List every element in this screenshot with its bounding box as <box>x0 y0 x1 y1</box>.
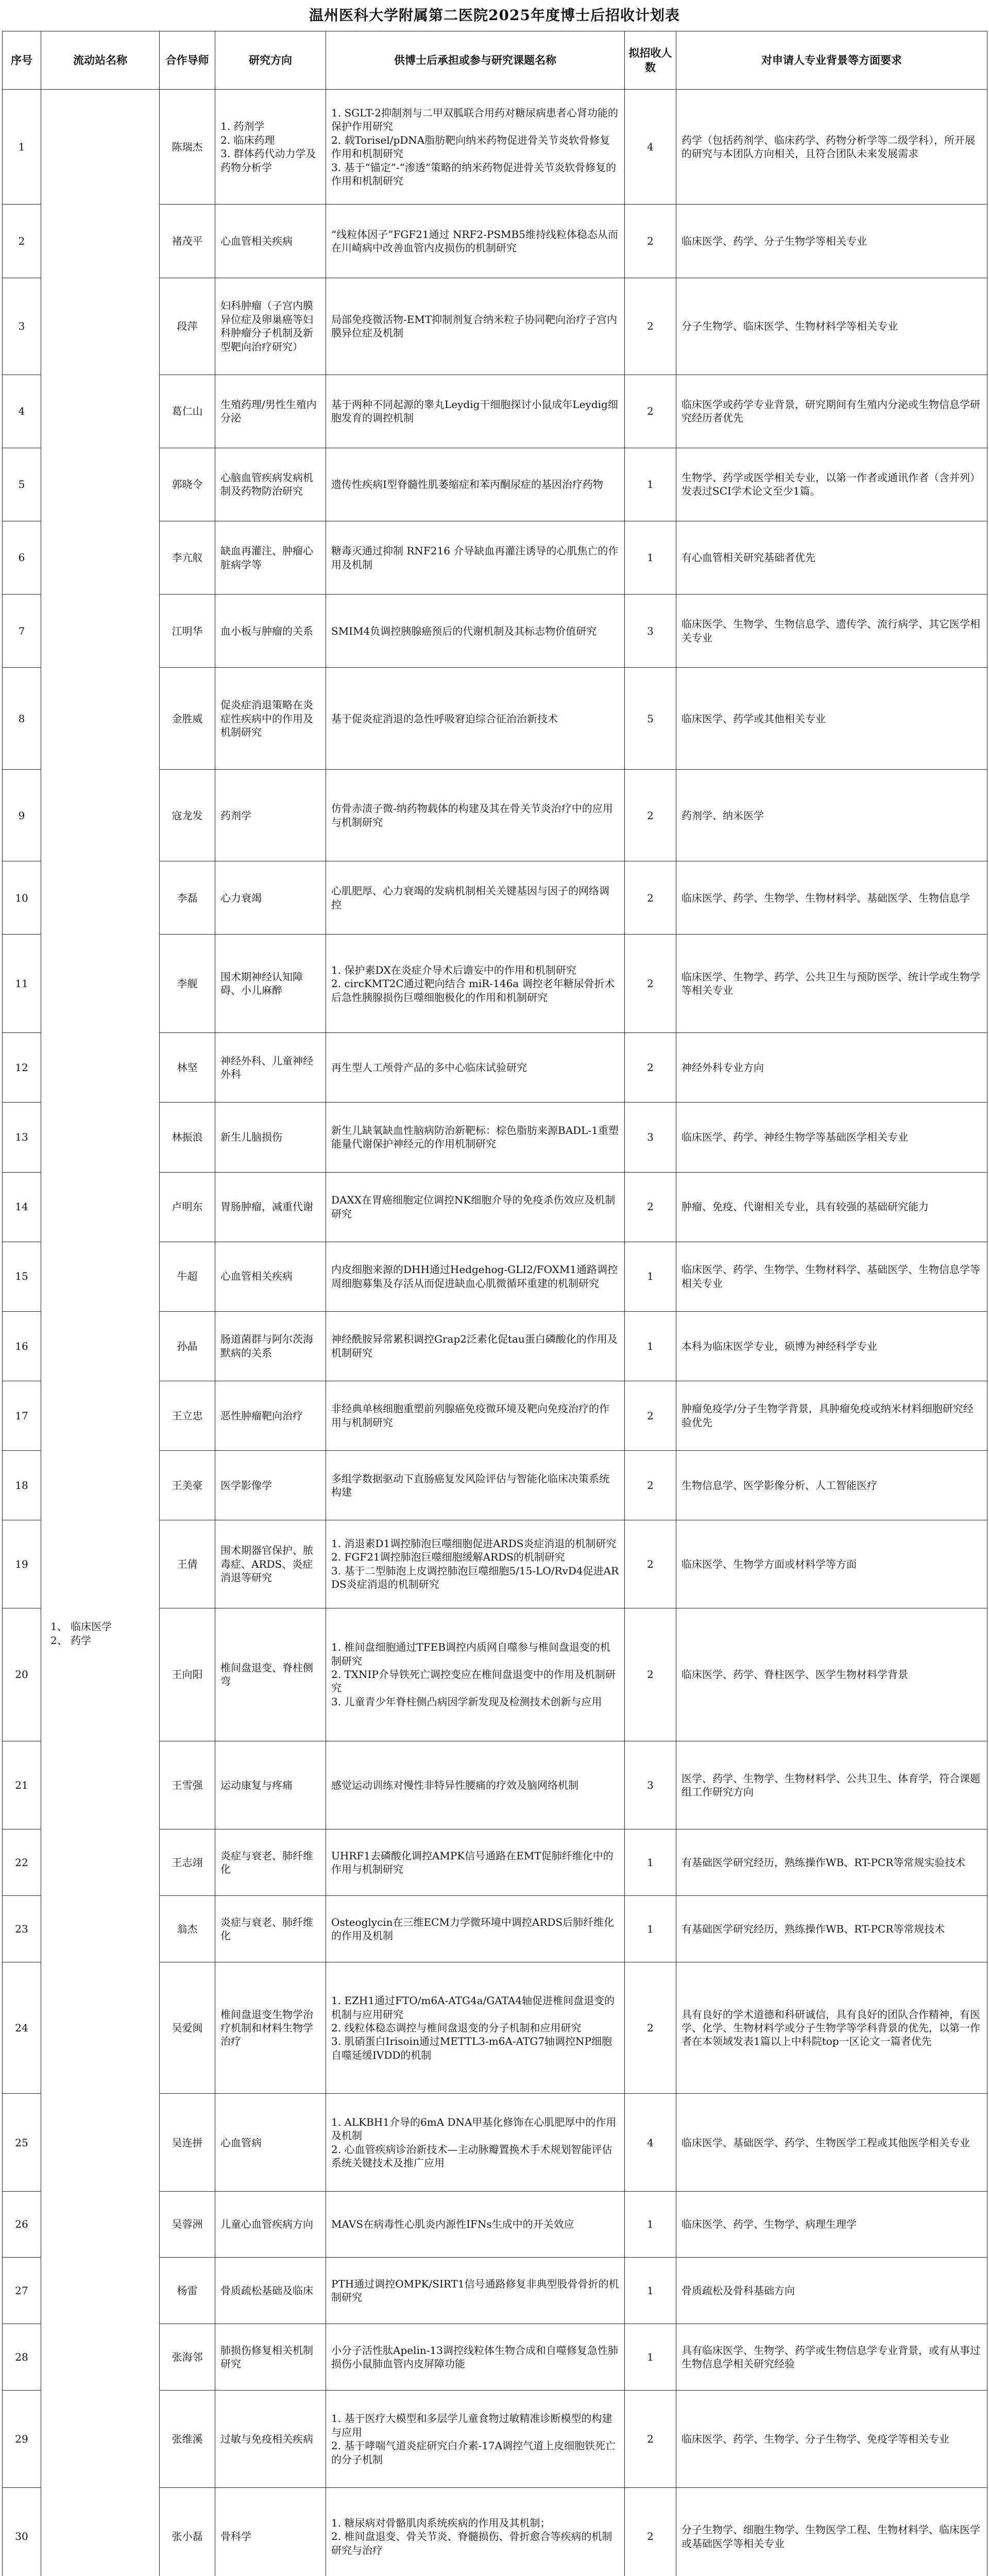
cell-requirement: 分子生物学、细胞生物学、生物医学工程、生物材料学、临床医学或基础医学等相关专业 <box>676 2488 987 2576</box>
cell-no: 20 <box>3 1608 41 1741</box>
cell-topic-line: 1. SGLT-2抑制剂与二甲双胍联合用药对糖尿病患者心肾功能的保护作用研究 <box>331 107 619 133</box>
cell-direction: 心脑血管疾病发病机制及药物防治研究 <box>215 448 326 521</box>
col-header-no: 序号 <box>3 31 41 90</box>
cell-no: 21 <box>3 1741 41 1829</box>
cell-no: 16 <box>3 1311 41 1381</box>
cell-direction: 生殖药理/男性生殖内分泌 <box>215 375 326 448</box>
cell-mentor: 吴爱闽 <box>160 1962 215 2094</box>
cell-no: 30 <box>3 2488 41 2576</box>
cell-no: 10 <box>3 861 41 935</box>
cell-no: 27 <box>3 2258 41 2324</box>
cell-topic: 心肌肥厚、心力衰竭的发病机制相关关键基因与因子的网络调控 <box>326 861 625 935</box>
col-header-quota: 拟招收人数 <box>625 31 676 90</box>
cell-requirement: 临床医学、生物学方面或材料学等方面 <box>676 1520 987 1608</box>
cell-topic: DAXX在胃癌细胞定位调控NK细胞介导的免疫杀伤效应及机制研究 <box>326 1172 625 1242</box>
cell-topic-line: 2. 心血管疾病诊治新技术—主动脉瓣置换术手术规划智能评估系统关键技术及推广应用 <box>331 2143 612 2170</box>
cell-requirement: 有基础医学研究经历，熟练操作WB、RT-PCR等常规实验技术 <box>676 1829 987 1896</box>
cell-requirement: 临床医学或药学专业背景，研究期间有生殖内分泌或生物信息学研究经历者优先 <box>676 375 987 448</box>
cell-mentor: 王美豪 <box>160 1450 215 1520</box>
cell-direction: 心血管病 <box>215 2094 326 2192</box>
cell-quota: 2 <box>625 935 676 1033</box>
cell-mentor: 李磊 <box>160 861 215 935</box>
cell-topic-line: 1. EZH1通过FTO/m6A-ATG4a/GATA4轴促进椎间盘退变的机制与应用研究 <box>331 1994 615 2021</box>
cell-no: 14 <box>3 1172 41 1242</box>
cell-direction: 促炎症消退策略在炎症性疾病中的作用及机制研究 <box>215 668 326 770</box>
cell-requirement: 具有临床医学、生物学、药学或生物信息学专业背景，或有从事过生物信息学相关研究经验 <box>676 2324 987 2391</box>
cell-quota: 1 <box>625 1896 676 1962</box>
cell-mentor: 王雪强 <box>160 1741 215 1829</box>
cell-topic-line: 3. 基于“锚定”-“渗透”策略的纳米药物促进骨关节炎软骨修复的作用和机制研究 <box>331 161 617 187</box>
cell-topic: 小分子活性肽Apelin-13调控线粒体生物合成和自噬修复急性肺损伤小鼠肺血管内皮屏障功能 <box>326 2324 625 2391</box>
cell-topic-line: 2. circKMT2C通过靶向结合 miR-146a 调控老年糖尿骨折术后急性胰腺损伤巨噬细胞极化的作用和机制研究 <box>331 977 615 1004</box>
cell-requirement: 骨质疏松及骨科基础方向 <box>676 2258 987 2324</box>
cell-mentor: 段萍 <box>160 278 215 375</box>
cell-no: 22 <box>3 1829 41 1896</box>
cell-mentor: 金胜威 <box>160 668 215 770</box>
cell-no: 11 <box>3 935 41 1033</box>
cell-mentor: 张海邻 <box>160 2324 215 2391</box>
cell-topic: 多组学数据驱动下直肠癌复发风险评估与智能化临床决策系统构建 <box>326 1450 625 1520</box>
cell-mentor: 林振浪 <box>160 1103 215 1172</box>
cell-topic-line: 2. 线粒体稳态调控与椎间盘退变的分子机制和应用研究 <box>331 2022 582 2035</box>
cell-topic: 糖毒灭通过抑制 RNF216 介导缺血再灌注诱导的心肌焦亡的作用及机制 <box>326 521 625 594</box>
cell-direction: 血小板与肿瘤的关系 <box>215 595 326 668</box>
cell-direction: 妇科肿瘤（子宫内膜异位症及卵巢癌等妇科肿瘤分子机制及新型靶向治疗研究） <box>215 278 326 375</box>
cell-quota: 3 <box>625 595 676 668</box>
cell-direction-line: 3. 群体药代动力学及药物分析学 <box>220 147 316 174</box>
cell-requirement: 临床医学、生物学、生物信息学、遗传学、流行病学、其它医学相关专业 <box>676 595 987 668</box>
cell-direction: 运动康复与疼痛 <box>215 1741 326 1829</box>
cell-direction: 围术期神经认知障碍、小儿麻醉 <box>215 935 326 1033</box>
cell-mentor: 吴连拼 <box>160 2094 215 2192</box>
cell-topic: 感觉运动训练对慢性非特异性腰痛的疗效及脑网络机制 <box>326 1741 625 1829</box>
cell-topic <box>326 2391 625 2488</box>
cell-mentor: 王向阳 <box>160 1608 215 1741</box>
cell-quota: 1 <box>625 1829 676 1896</box>
cell-quota: 2 <box>625 1962 676 2094</box>
cell-quota: 1 <box>625 448 676 521</box>
cell-requirement: 有心血管相关研究基础者优先 <box>676 521 987 594</box>
cell-mentor: 葛仁山 <box>160 375 215 448</box>
cell-topic-line: 1. 保护素DX在炎症介导术后谵妄中的作用和机制研究 <box>331 963 576 976</box>
cell-topic-line: 1. 椎间盘细胞通过TFEB调控内质网自噬参与椎间盘退变的机制研究 <box>331 1641 610 1667</box>
cell-requirement: 临床医学、药学、神经生物学等基础医学相关专业 <box>676 1103 987 1172</box>
cell-topic-line: 2. FGF21调控肺泡巨噬细胞缓解ARDS的机制研究 <box>331 1551 565 1564</box>
cell-mentor: 翁杰 <box>160 1896 215 1962</box>
cell-quota: 2 <box>625 375 676 448</box>
cell-topic: SMIM4负调控胰腺癌预后的代谢机制及其标志物价值研究 <box>326 595 625 668</box>
col-header-requirement: 对申请人专业背景等方面要求 <box>676 31 987 90</box>
cell-direction: 心力衰竭 <box>215 861 326 935</box>
page-title: 温州医科大学附属第二医院2025年度博士后招收计划表 <box>309 7 680 24</box>
cell-topic-line: 3. 基于二型肺泡上皮调控肺泡巨噬细胞5/15-LO/RvD4促进ARDS炎症消退的机制研究 <box>331 1564 619 1591</box>
cell-mentor: 李舰 <box>160 935 215 1033</box>
cell-mentor: 王志翊 <box>160 1829 215 1896</box>
recruitment-table-wrap <box>2 31 987 2576</box>
cell-requirement: 临床医学、药学、生物学、生物材料学、基础医学、生物信息学 <box>676 861 987 935</box>
cell-direction <box>215 90 326 205</box>
cell-direction: 新生儿脑损伤 <box>215 1103 326 1172</box>
cell-topic <box>326 1520 625 1608</box>
cell-direction-line: 2. 临床药理 <box>220 133 275 146</box>
cell-quota: 1 <box>625 2258 676 2324</box>
cell-requirement: 神经外科专业方向 <box>676 1033 987 1103</box>
cell-quota: 1 <box>625 1311 676 1381</box>
cell-requirement: 药学（包括药剂学、临床药学、药物分析学等二级学科），所开展的研究与本团队方向相关，且符合团队未来发展需求 <box>676 90 987 205</box>
cell-topic-line: 2. 载Torisel/pDNA脂肪靶向纳米药物促进骨关节炎软骨修复作用和机制研究 <box>331 133 610 160</box>
cell-direction: 椎间盘退变、脊柱侧弯 <box>215 1608 326 1741</box>
cell-mentor: 林坚 <box>160 1033 215 1103</box>
col-header-topic: 供博士后承担或参与研究课题名称 <box>326 31 625 90</box>
cell-requirement: 具有良好的学术道德和科研诚信，具有良好的团队合作精神，有医学、化学、生物材料学或分子生物学等学科背景的优先，以第一作者在本领域发表1篇以上中科院top一区论文一篇者优先 <box>676 1962 987 2094</box>
cell-requirement: 本科为临床医学专业，硕博为神经科学专业 <box>676 1311 987 1381</box>
cell-quota: 4 <box>625 2094 676 2192</box>
cell-direction: 胃肠肿瘤，减重代谢 <box>215 1172 326 1242</box>
cell-requirement: 肿瘤免疫学/分子生物学背景，具肿瘤免疫或纳米材料细胞研究经验优先 <box>676 1381 987 1450</box>
cell-mentor: 杨雷 <box>160 2258 215 2324</box>
cell-topic-line: 1. 消退素D1调控肺泡巨噬细胞促进ARDS炎症消退的机制研究 <box>331 1537 617 1550</box>
cell-direction: 炎症与衰老、肺纤维化 <box>215 1829 326 1896</box>
cell-mentor: 郭晓令 <box>160 448 215 521</box>
cell-topic: PTH通过调控OMPK/SIRT1信号通路修复非典型股骨骨折的机制研究 <box>326 2258 625 2324</box>
cell-quota: 2 <box>625 205 676 278</box>
cell-quota: 2 <box>625 1033 676 1103</box>
cell-direction: 肺损伤修复相关机制研究 <box>215 2324 326 2391</box>
cell-direction: 药剂学 <box>215 770 326 861</box>
cell-topic: 新生儿缺氧缺血性脑病防治新靶标：棕色脂肪来源BADL-1重塑能量代谢保护神经元的作用机制研究 <box>326 1103 625 1172</box>
cell-direction: 围术期器官保护、脓毒症、ARDS、炎症消退等研究 <box>215 1520 326 1608</box>
cell-topic <box>326 2094 625 2192</box>
cell-quota: 2 <box>625 2488 676 2576</box>
cell-topic: 内皮细胞来源的DHH通过Hedgehog-GLI2/FOXM1通路调控周细胞募集及存活从而促进缺血心肌微循环重建的机制研究 <box>326 1242 625 1311</box>
table-row <box>3 90 987 205</box>
cell-mentor: 江明华 <box>160 595 215 668</box>
cell-topic: 非经典单核细胞重塑前列腺癌免疫微环境及靶向免疫治疗的作用与机制研究 <box>326 1381 625 1450</box>
cell-topic-line: 2. TXNIP介导铁死亡调控变应在椎间盘退变中的作用及机制研究 <box>331 1668 616 1694</box>
cell-topic-line: 1. 基于医疗大模型和多层学儿童食物过敏精准诊断模型的构建与应用 <box>331 2412 612 2438</box>
cell-requirement: 药剂学、纳米医学 <box>676 770 987 861</box>
cell-quota: 1 <box>625 521 676 594</box>
cell-topic <box>326 935 625 1033</box>
cell-no: 26 <box>3 2192 41 2258</box>
cell-requirement: 临床医学、生物学、药学、公共卫生与预防医学、统计学或生物学等相关专业 <box>676 935 987 1033</box>
col-header-mentor: 合作导师 <box>160 31 215 90</box>
cell-no: 4 <box>3 375 41 448</box>
cell-requirement: 临床医学、基础医学、药学、生物医学工程或其他医学相关专业 <box>676 2094 987 2192</box>
cell-no: 6 <box>3 521 41 594</box>
cell-topic: 再生型人工颅骨产品的多中心临床试验研究 <box>326 1033 625 1103</box>
cell-no: 8 <box>3 668 41 770</box>
cell-requirement: 临床医学、药学、脊柱医学、医学生物材料学背景 <box>676 1608 987 1741</box>
cell-mentor: 陈瑞杰 <box>160 90 215 205</box>
cell-requirement: 生物信息学、医学影像分析、人工智能医疗 <box>676 1450 987 1520</box>
cell-direction: 恶性肿瘤靶向治疗 <box>215 1381 326 1450</box>
cell-no: 1 <box>3 90 41 205</box>
cell-requirement: 临床医学、药学、生物学、病理生理学 <box>676 2192 987 2258</box>
cell-topic: 神经酰胺异常累积调控Grap2泛素化促tau蛋白磷酸化的作用及机制研究 <box>326 1311 625 1381</box>
cell-mentor: 卢明东 <box>160 1172 215 1242</box>
cell-topic-line: 3. 儿童青少年脊柱侧凸病因学新发现及检测技术创新与应用 <box>331 1695 602 1708</box>
cell-no: 3 <box>3 278 41 375</box>
cell-topic <box>326 2488 625 2576</box>
cell-no: 24 <box>3 1962 41 2094</box>
cell-no: 28 <box>3 2324 41 2391</box>
cell-no: 15 <box>3 1242 41 1311</box>
cell-requirement: 临床医学、药学、分子生物学等相关专业 <box>676 205 987 278</box>
cell-topic: MAVS在病毒性心肌炎内源性IFNs生成中的开关效应 <box>326 2192 625 2258</box>
cell-mentor: 张维溪 <box>160 2391 215 2488</box>
cell-quota: 2 <box>625 1450 676 1520</box>
cell-requirement: 生物学、药学或医学相关专业，以第一作者或通讯作者（含并列）发表过SCI学术论文至少1篇。 <box>676 448 987 521</box>
cell-quota: 2 <box>625 1172 676 1242</box>
cell-direction: 肠道菌群与阿尔茨海默病的关系 <box>215 1311 326 1381</box>
cell-no: 19 <box>3 1520 41 1608</box>
recruitment-table <box>2 31 987 2576</box>
cell-quota: 5 <box>625 668 676 770</box>
cell-direction: 缺血再灌注、肿瘤心脏病学等 <box>215 521 326 594</box>
cell-quota: 1 <box>625 2192 676 2258</box>
cell-topic-line: 2. 椎间盘退变、骨关节炎、脊髓损伤、骨折愈合等疾病的机制研究与治疗 <box>331 2530 612 2556</box>
cell-no: 23 <box>3 1896 41 1962</box>
cell-quota: 2 <box>625 1520 676 1608</box>
cell-topic-line: 1. 糖尿病对骨骼肌肉系统疾病的作用及其机制； <box>331 2516 551 2529</box>
cell-quota: 3 <box>625 1103 676 1172</box>
cell-no: 17 <box>3 1381 41 1450</box>
col-header-station: 流动站名称 <box>41 31 160 90</box>
cell-quota: 2 <box>625 278 676 375</box>
cell-quota: 2 <box>625 861 676 935</box>
cell-mentor: 褚茂平 <box>160 205 215 278</box>
station-name: 1、 临床医学 2、 药学 <box>50 1620 112 1647</box>
cell-topic <box>326 1608 625 1741</box>
cell-direction: 儿童心血管疾病方向 <box>215 2192 326 2258</box>
cell-station <box>41 90 160 2576</box>
cell-no: 5 <box>3 448 41 521</box>
cell-mentor: 王倩 <box>160 1520 215 1608</box>
cell-mentor: 寇龙发 <box>160 770 215 861</box>
cell-mentor: 吴蓉洲 <box>160 2192 215 2258</box>
cell-direction: 骨科学 <box>215 2488 326 2576</box>
cell-topic: Osteoglycin在三维ECM力学微环境中调控ARDS后肺纤维化的作用及机制 <box>326 1896 625 1962</box>
cell-direction: 心血管相关疾病 <box>215 205 326 278</box>
cell-no: 25 <box>3 2094 41 2192</box>
cell-quota: 4 <box>625 90 676 205</box>
cell-quota: 1 <box>625 1242 676 1311</box>
col-header-direction: 研究方向 <box>215 31 326 90</box>
cell-mentor: 牛超 <box>160 1242 215 1311</box>
cell-quota: 2 <box>625 2391 676 2488</box>
cell-requirement: 临床医学、药学、生物学、生物材料学、基础医学、生物信息学等相关专业 <box>676 1242 987 1311</box>
cell-direction: 骨质疏松基础及临床 <box>215 2258 326 2324</box>
cell-topic <box>326 1962 625 2094</box>
cell-direction: 神经外科、儿童神经外科 <box>215 1033 326 1103</box>
cell-topic-line: 1. ALKBH1介导的6mA DNA甲基化修饰在心肌肥厚中的作用及机制 <box>331 2115 617 2142</box>
cell-requirement: 临床医学、药学、生物学、分子生物学、免疫学等相关专业 <box>676 2391 987 2488</box>
cell-quota: 2 <box>625 1381 676 1450</box>
table-header-row <box>3 31 987 90</box>
cell-requirement: 分子生物学、临床医学、生物材料学等相关专业 <box>676 278 987 375</box>
cell-no: 2 <box>3 205 41 278</box>
table-body <box>3 90 987 2576</box>
cell-requirement: 肿瘤、免疫、代谢相关专业，具有较强的基础研究能力 <box>676 1172 987 1242</box>
cell-direction: 椎间盘退变生物学治疗机制和材料生物学治疗 <box>215 1962 326 2094</box>
cell-mentor: 王立忠 <box>160 1381 215 1450</box>
cell-direction: 医学影像学 <box>215 1450 326 1520</box>
cell-requirement: 临床医学、药学或其他相关专业 <box>676 668 987 770</box>
cell-no: 13 <box>3 1103 41 1172</box>
cell-quota: 1 <box>625 2324 676 2391</box>
cell-no: 7 <box>3 595 41 668</box>
cell-direction: 心血管相关疾病 <box>215 1242 326 1311</box>
cell-requirement: 医学、药学、生物学、生物材料学、公共卫生、体育学，符合课题组工作研究方向 <box>676 1741 987 1829</box>
cell-no: 12 <box>3 1033 41 1103</box>
cell-quota: 2 <box>625 1608 676 1741</box>
cell-topic: UHRF1去磷酸化调控AMPK信号通路在EMT促肺纤维化中的作用与机制研究 <box>326 1829 625 1896</box>
cell-no: 29 <box>3 2391 41 2488</box>
cell-no: 18 <box>3 1450 41 1520</box>
cell-mentor: 张小磊 <box>160 2488 215 2576</box>
cell-topic: 基于促炎症消退的急性呼吸窘迫综合征治治新技术 <box>326 668 625 770</box>
cell-topic: 局部免疫微活物-EMT抑制剂复合纳米粒子协同靶向治疗子宫内膜异位症及机制 <box>326 278 625 375</box>
cell-requirement: 有基础医学研究经历，熟练操作WB、RT-PCR等常规技术 <box>676 1896 987 1962</box>
cell-mentor: 李亢舣 <box>160 521 215 594</box>
cell-quota: 2 <box>625 770 676 861</box>
cell-no: 9 <box>3 770 41 861</box>
cell-topic <box>326 90 625 205</box>
cell-mentor: 孙晶 <box>160 1311 215 1381</box>
cell-direction-line: 1. 药剂学 <box>220 120 265 133</box>
cell-topic: “线粒体因子”FGF21通过 NRF2-PSMB5维持线粒体稳态从而在川崎病中改善血管内皮损伤的机制研究 <box>326 205 625 278</box>
cell-topic: 基于两种不同起源的睾丸Leydig干细胞探讨小鼠成年Leydig细胞发育的调控机制 <box>326 375 625 448</box>
cell-topic-line: 3. 肌硝蛋白Irisoin通过METTL3-m6A-ATG7轴调控NP细胞自噬延缓IVDD的机制 <box>331 2035 612 2061</box>
cell-direction: 过敏与免疫相关疾病 <box>215 2391 326 2488</box>
cell-topic: 遗传性疾病Ⅰ型脊髓性肌萎缩症和苯丙酮尿症的基因治疗药物 <box>326 448 625 521</box>
cell-topic-line: 2. 基于哮喘气道炎症研究白介素-17A调控气道上皮细胞铁死亡的分子机制 <box>331 2439 616 2466</box>
cell-direction: 炎症与衰老、肺纤维化 <box>215 1896 326 1962</box>
cell-quota: 3 <box>625 1741 676 1829</box>
cell-topic: 仿骨赤渍子微-纳药物载体的构建及其在骨关节炎治疗中的应用与机制研究 <box>326 770 625 861</box>
